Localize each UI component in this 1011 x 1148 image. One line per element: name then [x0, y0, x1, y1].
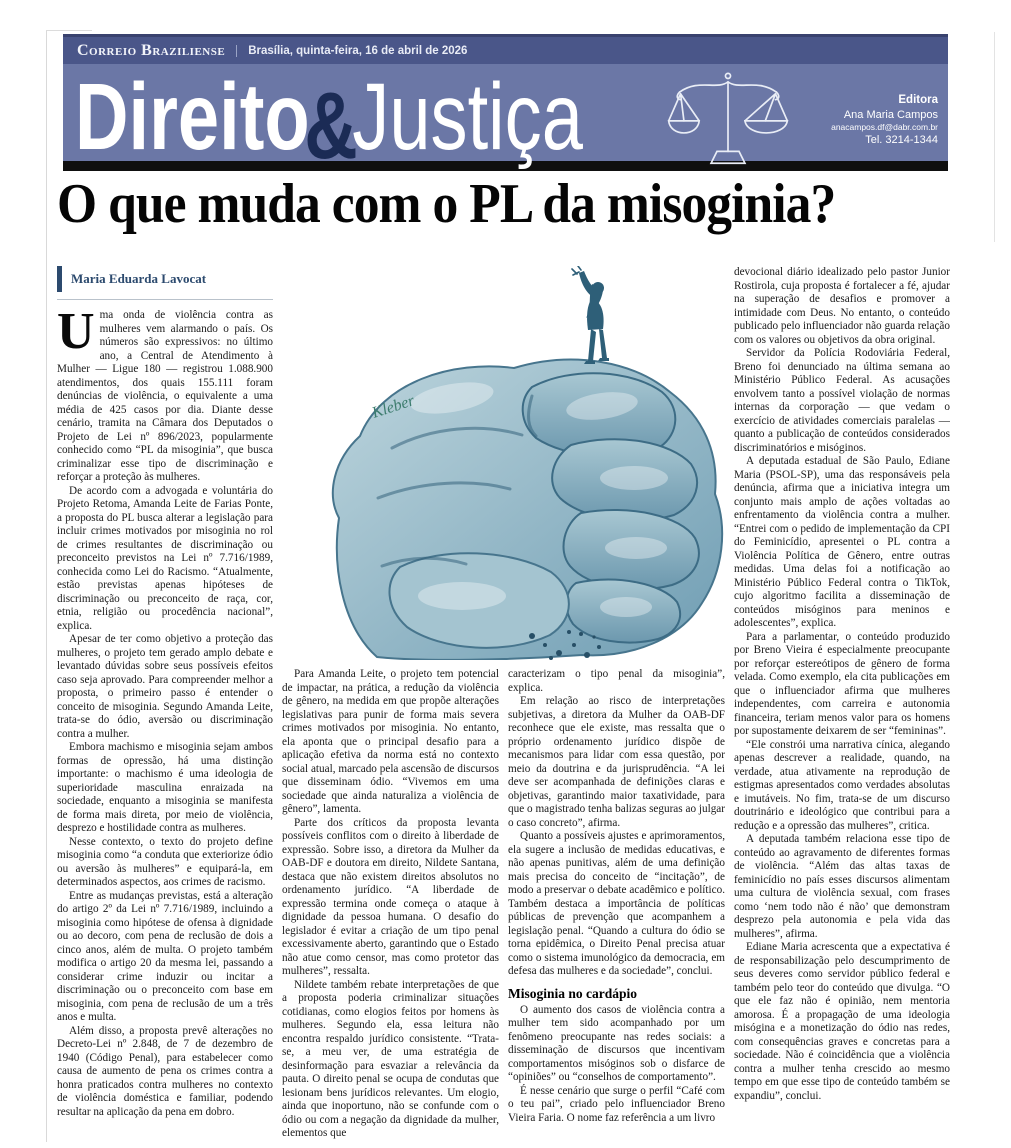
- body-paragraph: Apesar de ter como objetivo a proteção das mulheres, o projeto tem gerado amplo debate e levantado dúvidas sobre seus possíveis efeitos caso seja aprovado. Para compreender melhor a proposta, o primeiro passo é entender o conceito de misoginia. Segundo Amanda Leite, trata-se do ódio, aversão ou discriminação contra a mulher.: [57, 633, 273, 740]
- body-paragraph: Embora machismo e misoginia sejam ambos formas de opressão, há uma distinção importante: o machismo é uma ideologia de superioridade masculina enraizada na sociedade, enquanto a misoginia se manifesta de forma mais direta, por meio de violência, desprezo e hostilidade contra as mulheres.: [57, 741, 273, 834]
- body-paragraph: Servidor da Polícia Rodoviária Federal, Breno foi denunciado na última semana ao Ministério Público Federal. As acusações envolvem tanto a possível violação de normas internas da corporação — que vedam o exercício de atividades comerciais paralelas — quanto a publicação de conteúdos considerados discriminatórios e misóginos.: [734, 347, 950, 454]
- editor-block: [831, 93, 938, 148]
- article-body: [57, 266, 950, 1142]
- editor-phone: Tel. 3214-1344: [865, 134, 938, 147]
- editor-label: Editora: [898, 94, 938, 106]
- article-headline: O que muda com o PL da misoginia?: [57, 173, 836, 235]
- section-title-ampersand: &: [304, 73, 358, 171]
- body-paragraph: [57, 303, 273, 485]
- body-paragraph: É nesse cenário que surge o perfil “Café com o teu pai”, criado pelo influenciador Breno Vieira Faria. O nome faz referência a um livro: [508, 1084, 725, 1124]
- body-paragraph: A deputada estadual de São Paulo, Ediane Maria (PSOL-SP), uma das responsáveis pela denúncia, afirma que a iniciativa integra um conjunto mais amplo de ações voltadas ao enfrentamento da violência contra a mulher. “Entrei com o pedido de implementação da CPI do Feminicídio, apresentei o PL contra a Violência Política de Gênero, entre outras medidas. Uma delas foi a notificação ao Ministério Público Federal contra o TikTok, cujo algoritmo facilita a disseminação de conteúdos misóginos para meninos e adolescentes”, explica.: [734, 455, 950, 629]
- byline-bar: [57, 266, 62, 292]
- body-paragraph: devocional diário idealizado pelo pastor Junior Rostirola, cuja proposta é fortalecer a fé, ajudar na superação de desafios e promover a intimidade com Deus. No entanto, o conteúdo publicado pelo influenciador não guarda relação com os valores ou objetivos da obra original.: [734, 266, 950, 346]
- paragraph-text: ma onda de violência contra as mulheres vem alarmando o país. Os números são expressivos: no último ano, a Central de Atendimento à Mulher — Ligue 180 — registrou 1.088.900 atendimentos, dos quais 155.111 foram denúncias de violência, o equivalente a uma média de 425 casos por dia. Diante desse cenário, tramita na Câmara dos Deputados o Projeto de Lei nº 896/2023, popularmente conhecido como “PL da misoginia”, que busca criminalizar esse tipo de discriminação e reforçar a proteção às mulheres.: [57, 309, 273, 483]
- body-paragraph: Para a parlamentar, o conteúdo produzido por Breno Vieira é especialmente preocupante por reforçar estereótipos de gênero de forma velada. Como exemplo, ela cita publicações em que o influenciador afirma que mulheres independentes, com carreira e autonomia financeira, teriam menos valor para os homens por supostamente deixarem de ser “femininas”.: [734, 630, 950, 737]
- fist-illustration: [282, 266, 725, 660]
- scan-edge-right: [994, 32, 995, 242]
- body-paragraph: Para Amanda Leite, o projeto tem potencial de impactar, na prática, a redução da violência de gênero, na medida em que propõe alterações legislativas para punir de forma mais severa crimes motivados por misoginia. No entanto, ela aponta que o principal desafio para a aplicação efetiva da norma está no contexto social atual, marcado pela ascensão de discursos que disseminam ódio. “Vivemos em uma sociedade que ainda naturaliza a violência de gênero”, lamenta.: [282, 668, 499, 815]
- body-paragraph: Nesse contexto, o texto do projeto define misoginia como “a conduta que exteriorize ódio ou aversão às mulheres” e equipará-la, em determinados aspectos, aos crimes de racismo.: [57, 835, 273, 888]
- body-paragraph: Além disso, a proposta prevê alterações no Decreto-Lei nº 2.848, de 7 de dezembro de 1940 (Código Penal), para estabelecer como causa de aumento de pena os crimes contra a honra praticados contra mulheres no contexto de violência doméstica e familiar, podendo resultar na aplicação da pena em dobro.: [57, 1024, 273, 1118]
- body-paragraph: A deputada também relaciona esse tipo de conteúdo ao agravamento de diferentes formas de violência. “Além das altas taxas de feminicídio no país esses discursos alimentam uma cultura de violência sexual, com frases como ‘nem todo não é não’ que demonstram desprezo pela autonomia e pela vida das mulheres”, afirma.: [734, 833, 950, 940]
- editor-name: Ana Maria Campos: [843, 108, 938, 121]
- byline-rule: [57, 299, 273, 300]
- masthead-strip: [63, 37, 948, 64]
- body-paragraph: Ediane Maria acrescenta que a expectativa é de responsabilização pelo descumprimento de seus deveres como servidor público federal e também pelo teor do conteúdo que divulga. “O que ele faz não é opinião, nem mentoria amorosa. É a propagação de uma ideologia misógina e a monetização do ódio nas redes, com consequências graves e concretas para a sociedade. Não é coincidência que a violência contra a mulher tenha crescido ao mesmo tempo em que esse tipo de conteúdo também se expandiu”, conclui.: [734, 941, 950, 1102]
- middle-columns: [282, 266, 725, 1142]
- body-paragraph: Nildete também rebate interpretações de que a proposta poderia criminalizar situações cotidianas, como elogios feitos por homens às mulheres. Segundo ela, essa leitura não encontra respaldo jurídico consistente. “Trata-se, a meu ver, de uma estratégia de desinformação para esvaziar a relevância da pauta. O direito penal se ocupa de condutas que lesionam bens jurídicos relevantes. Um elogio, ainda que inoportuno, não se confunde com o ódio ou com a negação da dignidade da mulher, elementos que: [282, 978, 499, 1139]
- subheading: Misoginia no cardápio: [508, 985, 638, 1001]
- body-paragraph: Entre as mudanças previstas, está a alteração do artigo 2º da Lei nº 7.716/1989, incluindo a misoginia como hipótese de ofensa à dignidade ou ao decoro, com pena de reclusão de dois a cinco anos, além de multa. O projeto também modifica o artigo 20 da mesma lei, passando a considerar crime induzir ou incitar a discriminação ou o preconceito com base em misoginia, com pena de reclusão de um a três anos e multa.: [57, 889, 273, 1023]
- section-title: [75, 64, 583, 171]
- body-paragraph: O aumento dos casos de violência contra a mulher tem sido acompanhado por um fenômeno preocupante nas redes sociais: a disseminação de discursos que incentivam comportamentos misóginos sob o disfarce de “opiniões” ou “conselhos de comportamento”.: [508, 1003, 725, 1083]
- column-3: [508, 668, 725, 1141]
- byline: Maria Eduarda Lavocat: [71, 271, 207, 286]
- section-title-justica: Justiça: [352, 64, 583, 170]
- column-2: [282, 668, 499, 1141]
- body-paragraph: “Ele constrói uma narrativa cínica, alegando apenas descrever a realidade, quando, na verdade, atua ativamente na reprodução de estigmas apresentados como verdades absolutas e imutáveis. No fim, trata-se de um discurso doutrinário e ideológico que contribui para a redução e a opressão das mulheres”, critica.: [734, 738, 950, 832]
- newspaper-brand: Correio Braziliense: [77, 41, 226, 59]
- byline-block: [57, 266, 273, 292]
- scan-edge-top: [46, 30, 92, 31]
- section-banner: [63, 34, 948, 171]
- column-1: [57, 266, 273, 1142]
- artist-signature: Kleber: [369, 392, 417, 422]
- middle-text-columns: [282, 668, 725, 1141]
- dateline: Brasília, quinta-feira, 16 de abril de 2026: [236, 45, 467, 57]
- woman-figure: [572, 266, 609, 364]
- drop-cap: U: [57, 303, 95, 360]
- section-title-direito: Direito: [75, 64, 310, 170]
- body-paragraph: Quanto a possíveis ajustes e aprimoramentos, ela sugere a inclusão de medidas educativas, e não apenas punitivas, além de uma definição mais precisa do conceito de “incitação”, de modo a preservar o debate acadêmico e político. Também destaca a importância de políticas públicas de prevenção que acompanhem a legislação penal. “Quando a cultura do ódio se torna epidêmica, o Direito Penal precisa atuar como o sistema imunológico da democracia, em defesa das mulheres e da sociedade”, conclui.: [508, 830, 725, 977]
- body-paragraph: Em relação ao risco de interpretações subjetivas, a diretora da Mulher da OAB-DF reconhece que ele existe, mas ressalta que o próprio ordenamento jurídico dispõe de mecanismos para lidar com essa questão, por meio da doutrina e da jurisprudência. “A lei deve ser acompanhada de definições claras e objetivas, garantindo maior taxatividade, para que o magistrado tenha balizas seguras ao julgar o caso concreto”, afirma.: [508, 695, 725, 829]
- scan-edge-left: [46, 30, 47, 1142]
- scales-of-justice-icon: [658, 70, 798, 170]
- body-paragraph: caracterizam o tipo penal da misoginia”, explica.: [508, 668, 725, 694]
- editor-email: anacampos.df@dabr.com.br: [831, 122, 938, 133]
- body-paragraph: De acordo com a advogada e voluntária do Projeto Retoma, Amanda Leite de Farias Ponte, a proposta do PL busca alterar a legislação para incluir crimes motivados por misoginia no rol de crimes resultantes de discriminação ou preconceito previstos na Lei nº 7.716/1989, conhecida como Lei do Racismo. “Atualmente, estão previstas apenas hipóteses de discriminação ou preconceito de raça, cor, etnia, religião ou procedência nacional”, explica.: [57, 484, 273, 632]
- column-4: [734, 266, 950, 1142]
- body-paragraph: Parte dos críticos da proposta levanta possíveis conflitos com o direito à liberdade de expressão. Sobre isso, a diretora da Mulher da OAB-DF e doutora em direito, Nildete Santana, destaca que não existem direitos absolutos no ordenamento jurídico. “A liberdade de expressão termina onde começa o ataque à dignidade da pessoa humana. O desafio do legislador é evitar a criação de um tipo penal excessivamente aberto, garantindo que o Estado não atue como censor, mas como protetor das mulheres”, ressalta.: [282, 816, 499, 977]
